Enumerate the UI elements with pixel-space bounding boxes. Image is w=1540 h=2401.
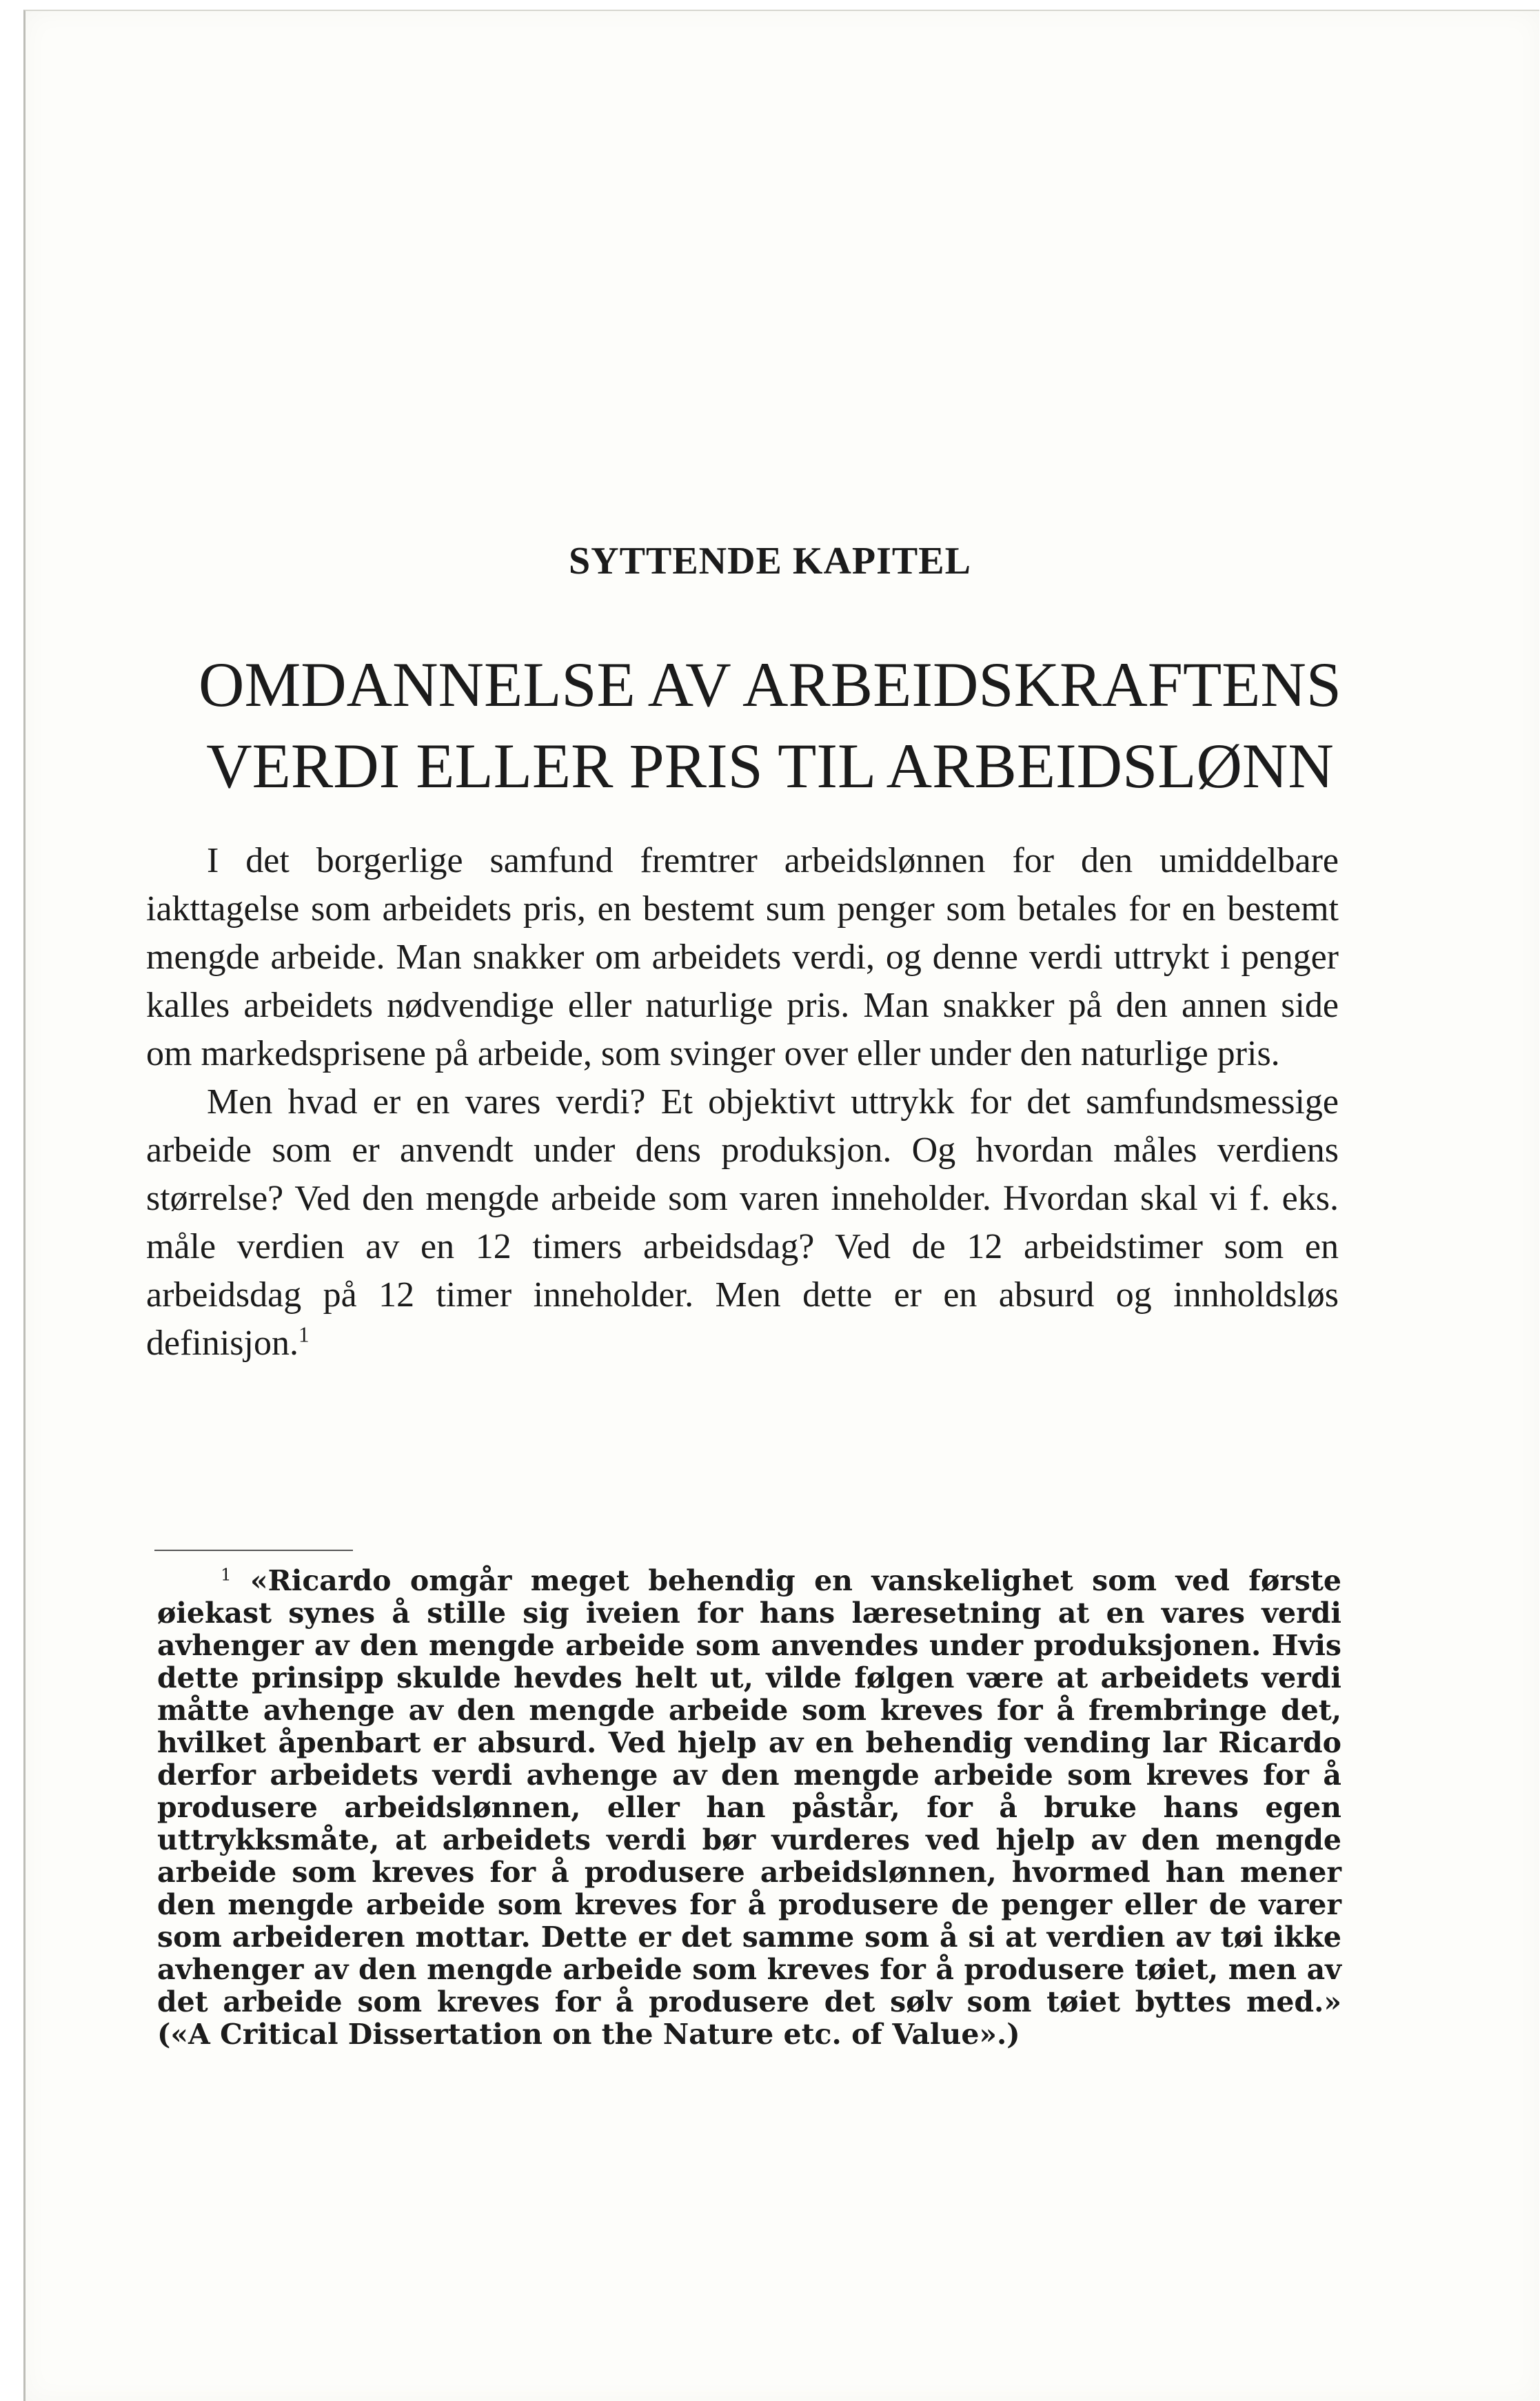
footnote-reference[interactable]: 1 — [298, 1322, 310, 1347]
paragraph-2-text: Men hvad er en vares verdi? Et objektivt uttrykk for det samfundsmessige arbeide som er anvendt under dens produksjon. Og hvordan måles verdiens størrelse? Ved den mengde arbeide som varen inneholder. Hvordan skal vi f. eks. måle verdien av en 12 timers arbeidsdag? Ved de 12 arbeidstimer som en arbeidsdag på 12 timer inneholder. Men dette er en absurd og innholdsløs definisjon. — [146, 1082, 1339, 1363]
footnote-text: «Ricardo omgår meget behendig en vanskelighet som ved første øiekast synes å stille sig iveien for hans læresetning at en vares verdi avhenger av den mengde arbeide som anvendes under produksjonen. Hvis dette prinsipp skulde hevdes helt ut, vilde følgen være at arbeidets verdi måtte avhenge av den mengde arbeide som kreves for å frembringe det, hvilket åpenbart er absurd. Ved hjelp av en behendig vending lar Ricardo derfor arbeidets verdi avhenge av den mengde arbeide som kreves for å produsere arbeidslønnen, eller han påstår, for å bruke hans egen uttrykksmåte, at arbeidets verdi bør vurderes ved hjelp av den mengde arbeide som kreves for å produsere arbeidslønnen, hvormed han mener den mengde arbeide som kreves for å produsere de penger eller de varer som arbeideren mottar. Dette er det samme som å si at verdien av tøi ikke avhenger av den mengde arbeide som kreves for å produsere tøiet, men av det arbeide som kreves for å produsere det sølv som tøiet byttes med.» («A Critical Dissertation on the Nature etc. of Value».) — [157, 1564, 1341, 2051]
paragraph-2 — [146, 1078, 1339, 1368]
main-text — [146, 837, 1339, 1368]
footnote — [157, 1565, 1341, 2051]
chapter-label: SYTTENDE KAPITEL — [569, 540, 971, 582]
chapter-title-line-1: OMDANNELSE AV ARBEIDSKRAFTENS — [199, 649, 1341, 720]
chapter-title-line-2: VERDI ELLER PRIS TIL ARBEIDSLØNN — [206, 731, 1334, 801]
footnote-paragraph — [157, 1565, 1341, 2051]
paragraph-1: I det borgerlige samfund fremtrer arbeidslønnen for den umiddelbare iakttagelse som arbeidets pris, en bestemt sum penger som betales for en bestemt mengde arbeide. Man snakker om arbeidets verdi, og denne verdi uttrykt i penger kalles arbeidets nødvendige eller naturlige pris. Man snakker på den annen side om markedsprisene på arbeide, som svinger over eller under den naturlige pris. — [146, 841, 1339, 1073]
chapter-title — [97, 644, 1443, 807]
footnote-divider — [154, 1550, 353, 1551]
footnote-marker: 1 — [221, 1564, 232, 1585]
